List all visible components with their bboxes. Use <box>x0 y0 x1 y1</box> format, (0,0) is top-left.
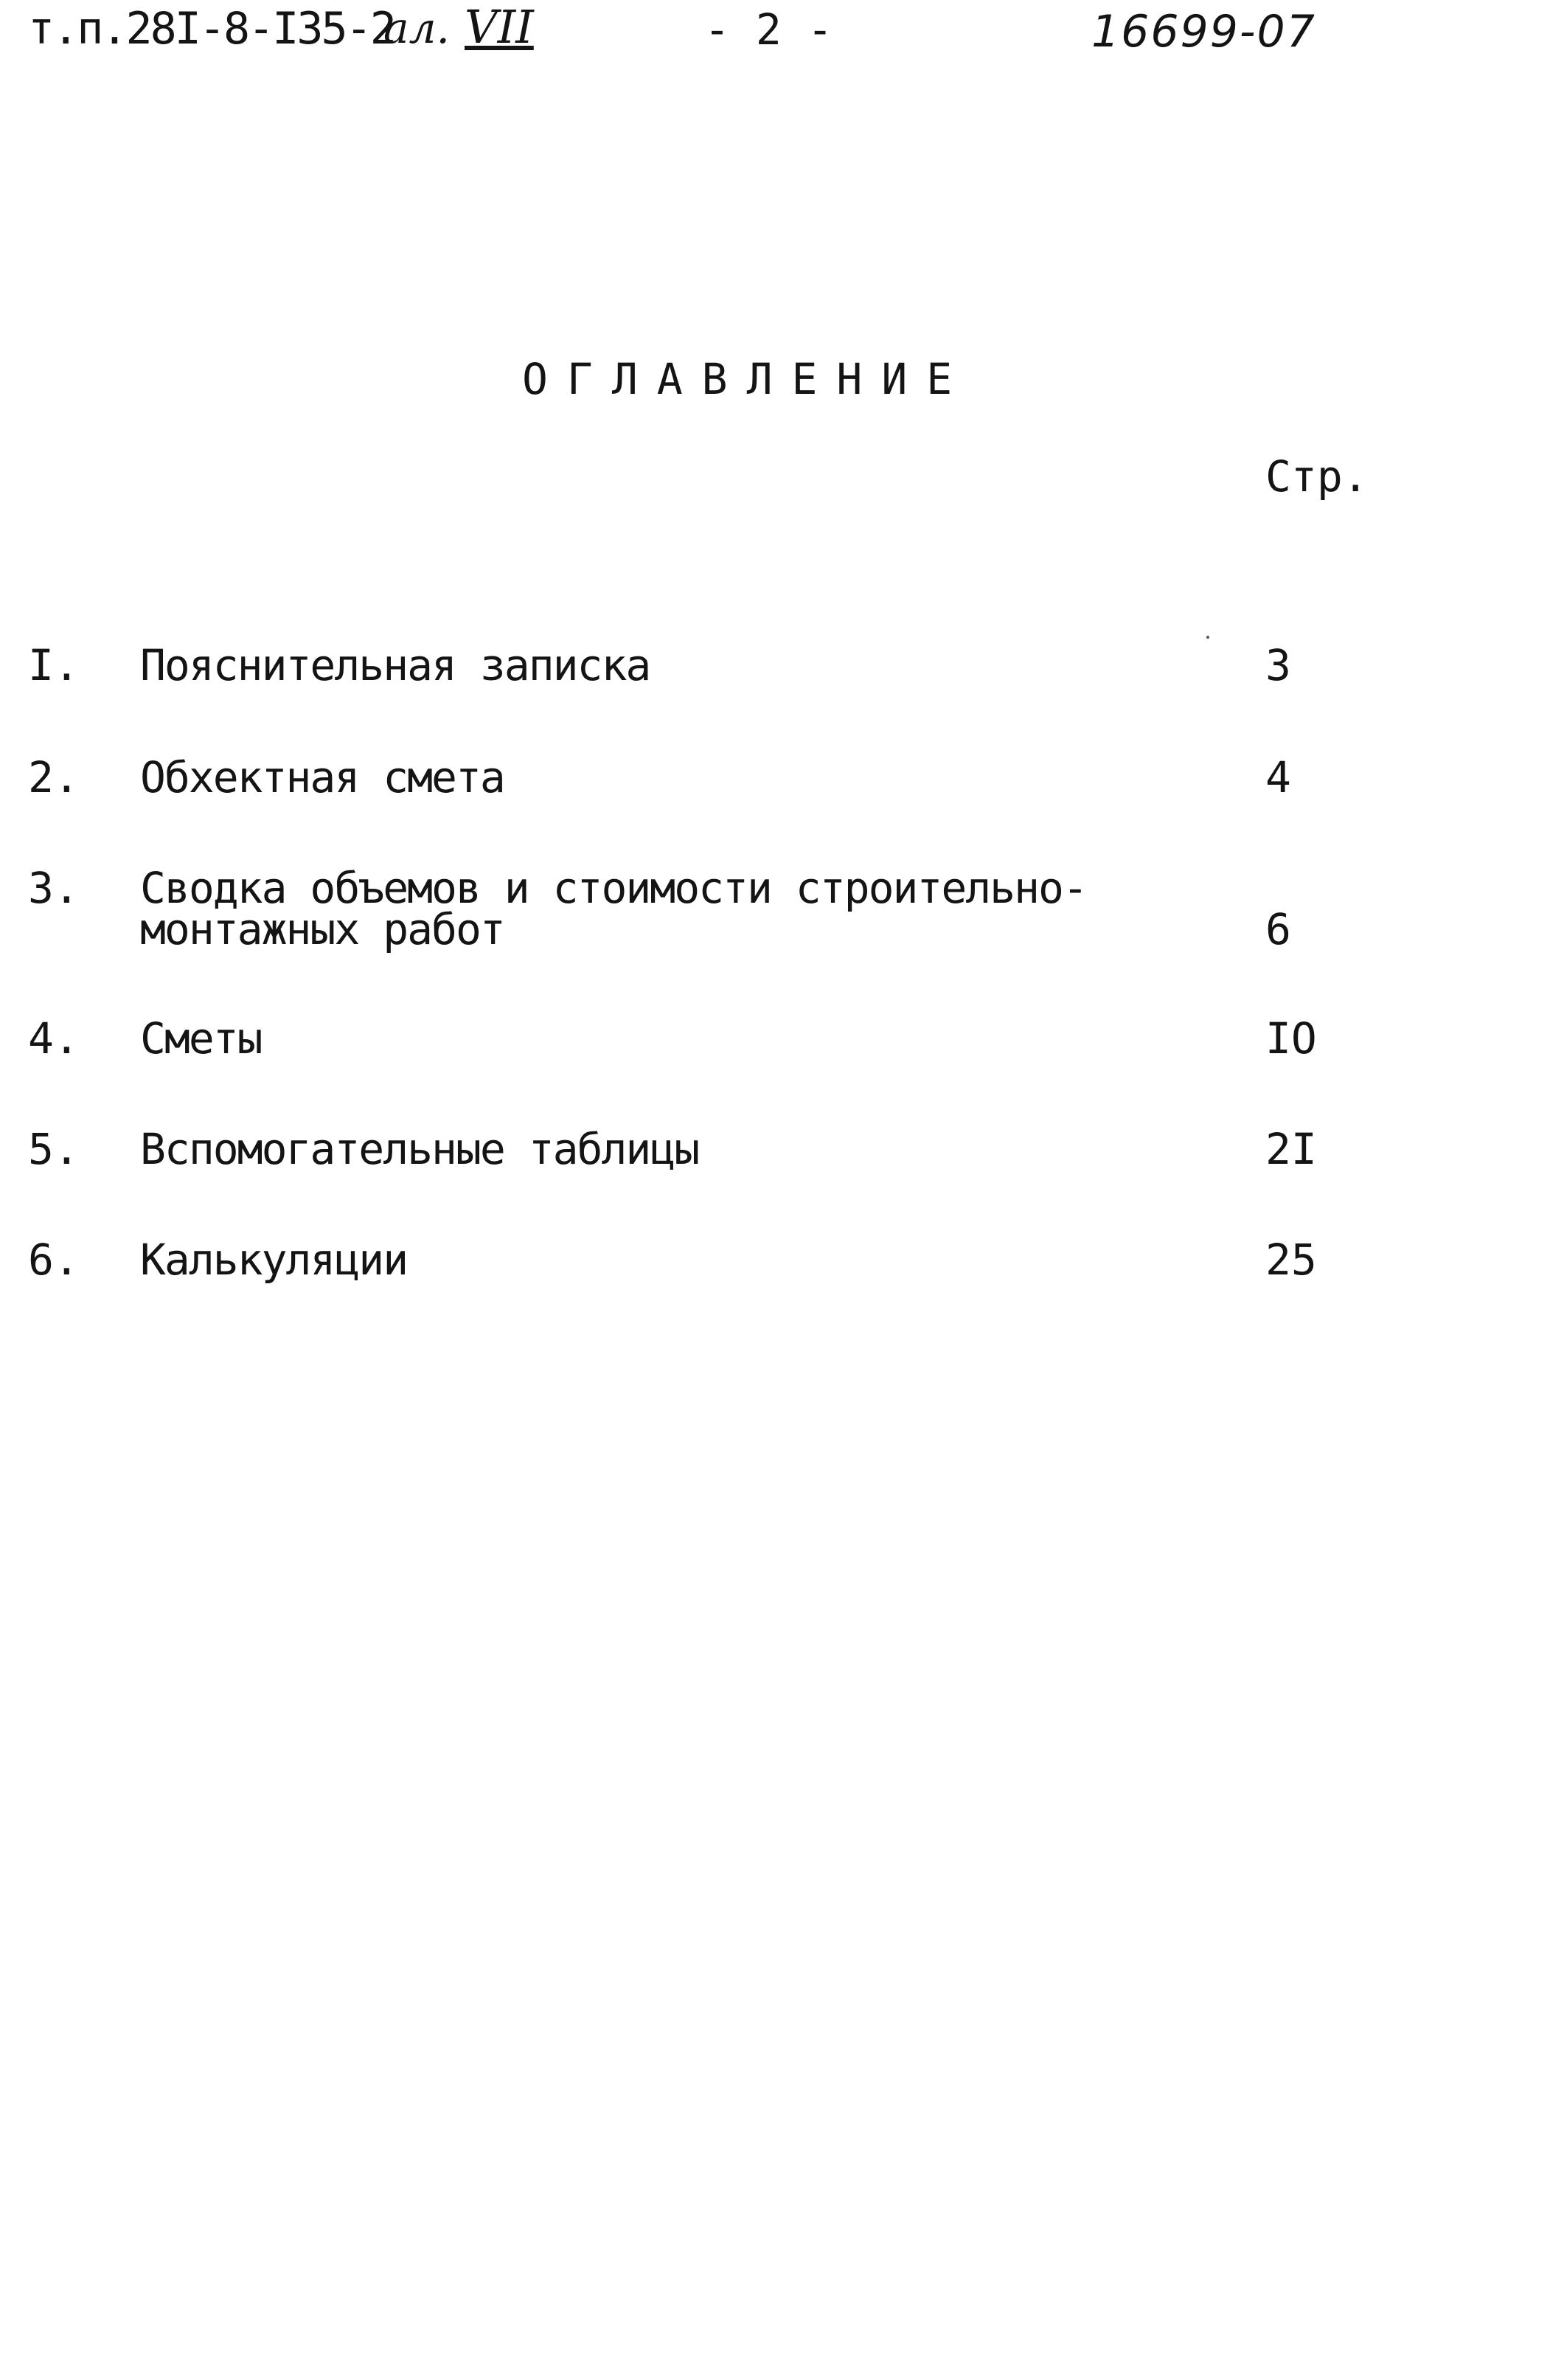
toc-entry-title <box>140 1124 699 1174</box>
toc-entry-title <box>140 863 1087 954</box>
toc-entry-page: IO <box>1265 1013 1317 1064</box>
toc-entry-title-line: Сметы <box>140 1013 262 1064</box>
toc-entry-page: 3 <box>1265 640 1291 690</box>
toc-entry-title-line: Обхектная смета <box>140 752 504 802</box>
header-project-code: т.п.28I-8-I35-2 <box>28 3 395 55</box>
header-album-prefix: ал. <box>383 3 450 53</box>
toc-entry-number: 5. <box>28 1124 80 1174</box>
toc-entry-number: I. <box>28 640 80 690</box>
toc-entry-page: 2I <box>1265 1124 1317 1174</box>
scan-speck <box>1206 636 1209 639</box>
toc-entry-title-line: Вспомогательные таблицы <box>140 1124 699 1174</box>
toc-entry-title <box>140 752 504 802</box>
toc-entry-title <box>140 1235 408 1285</box>
toc-entry-number: 2. <box>28 752 80 802</box>
page-column-heading: Стр. <box>1265 451 1369 502</box>
header-album-number: VII <box>465 0 534 54</box>
toc-entry-number: 6. <box>28 1235 80 1285</box>
header-inventory-number: 16699-07 <box>1091 6 1316 58</box>
toc-entry-title <box>140 640 650 690</box>
toc-entry-title-line: монтажных работ <box>140 904 504 954</box>
page-title: ОГЛАВЛЕНИЕ <box>522 354 972 404</box>
header-page-number: - 2 - <box>704 4 833 55</box>
toc-entry-title-line: Сводка объемов и стоимости строительно- <box>140 863 1087 913</box>
toc-entry-page: 4 <box>1265 752 1291 802</box>
toc-entry-page: 6 <box>1265 904 1291 954</box>
toc-entry-page: 25 <box>1265 1235 1317 1285</box>
toc-entry-title-line: Пояснительная записка <box>140 640 650 690</box>
toc-entry-title-line: Калькуляции <box>140 1235 408 1285</box>
toc-entry-number: 4. <box>28 1013 80 1064</box>
toc-entry-title <box>140 1013 262 1064</box>
toc-entry-number: 3. <box>28 863 80 913</box>
